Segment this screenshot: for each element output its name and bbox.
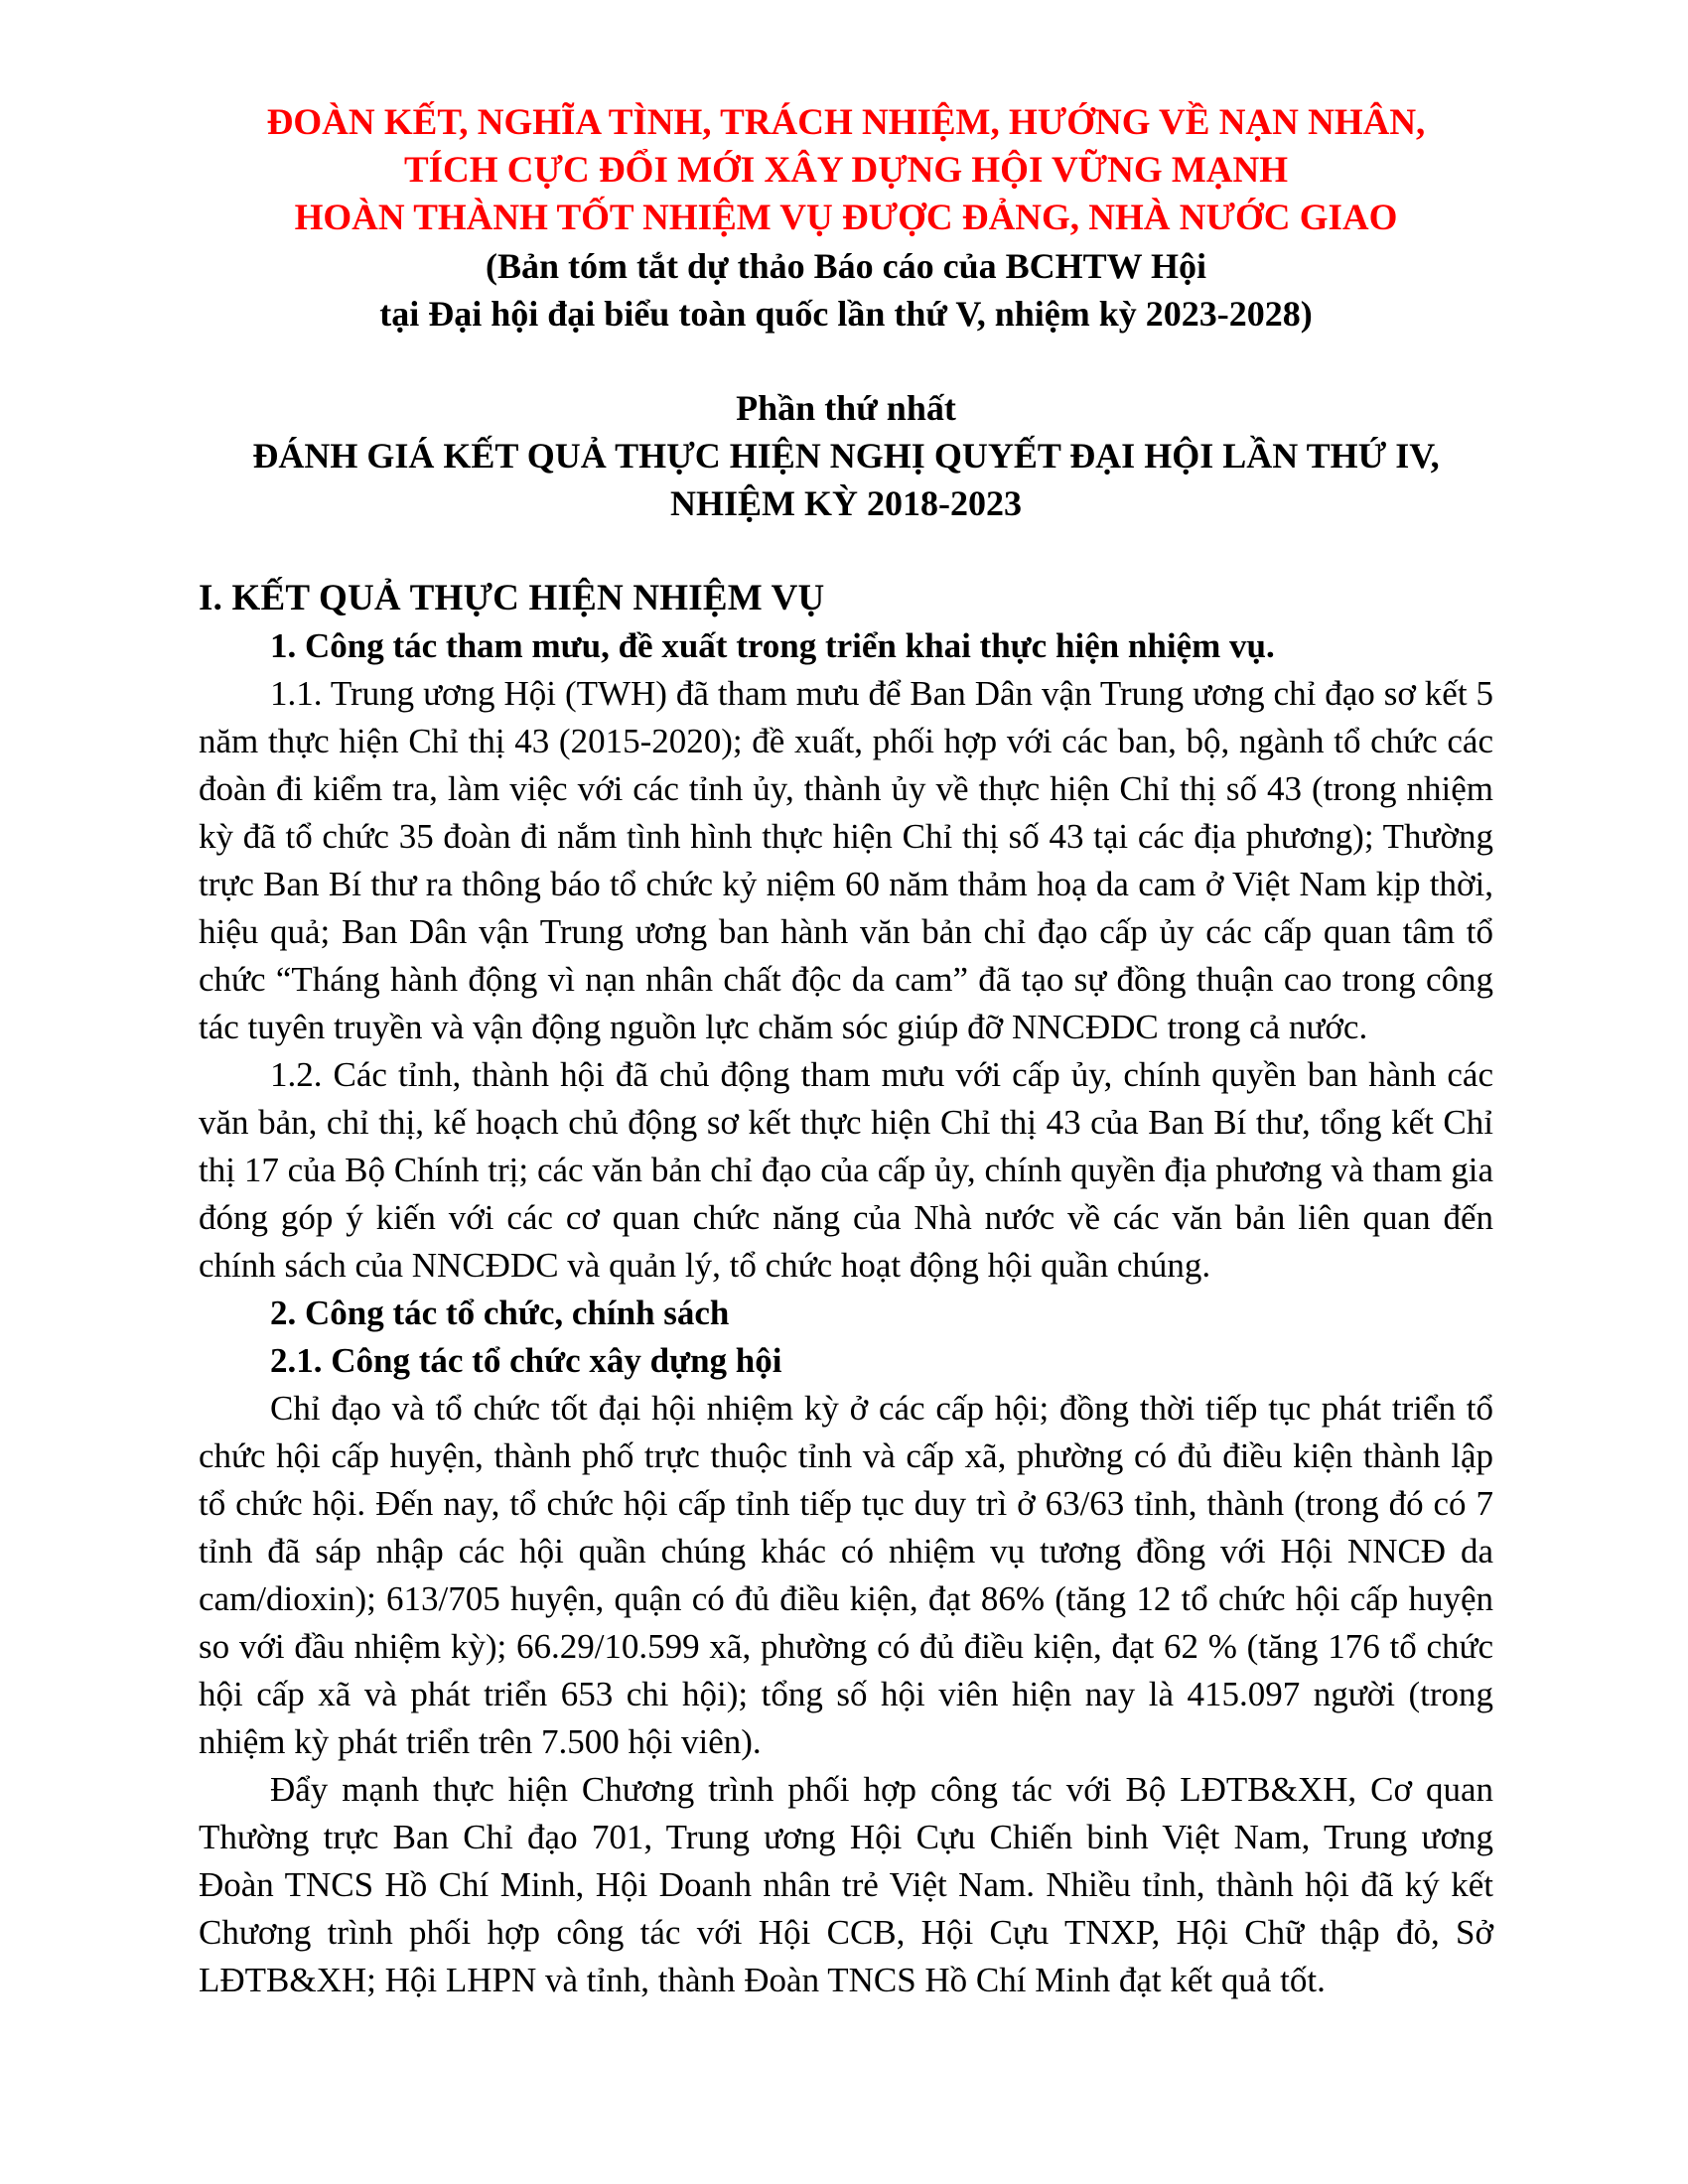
section-heading: I. KẾT QUẢ THỰC HIỆN NHIỆM VỤ: [199, 578, 825, 618]
subtitle-line-2: tại Đại hội đại biểu toàn quốc lần thứ V, nhiệm kỳ 2023-2028): [379, 294, 1313, 334]
title-line-1: ĐOÀN KẾT, NGHĨA TÌNH, TRÁCH NHIỆM, HƯỚNG VỀ NẠN NHÂN,: [266, 102, 1426, 143]
paragraph-1-1: 1.1. Trung ương Hội (TWH) đã tham mưu để Ban Dân vận Trung ương chỉ đạo sơ kết 5 năm thực hiện Chỉ thị 43 (2015-2020); đề xuất, phối hợp với các ban, bộ, ngành tổ chức các đoàn đi kiểm tra, làm việc với các tỉnh ủy, thành ủy về thực hiện Chỉ thị số 43 (trong nhiệm kỳ đã tổ chức 35 đoàn đi nắm tình hình thực hiện Chỉ thị số 43 tại các địa phương); Thường trực Ban Bí thư ra thông báo tổ chức kỷ niệm 60 năm thảm hoạ da cam ở Việt Nam kịp thời, hiệu quả; Ban Dân vận Trung ương ban hành văn bản chỉ đạo cấp ủy các cấp quan tâm tổ chức “Tháng hành động vì nạn nhân chất độc da cam” đã tạo sự đồng thuận cao trong công tác tuyên truyền và vận động nguồn lực chăm sóc giúp đỡ NNCĐDC trong cả nước.: [199, 674, 1493, 1046]
part-heading-line-2: NHIỆM KỲ 2018-2023: [670, 483, 1022, 523]
title-line-3: HOÀN THÀNH TỐT NHIỆM VỤ ĐƯỢC ĐẢNG, NHÀ NƯỚC GIAO: [294, 198, 1398, 238]
paragraph-2-1-b: Đẩy mạnh thực hiện Chương trình phối hợp công tác với Bộ LĐTB&XH, Cơ quan Thường trực Ban Chỉ đạo 701, Trung ương Hội Cựu Chiến binh Việt Nam, Trung ương Đoàn TNCS Hồ Chí Minh, Hội Doanh nhân trẻ Việt Nam. Nhiều tỉnh, thành hội đã ký kết Chương trình phối hợp công tác với Hội CCB, Hội Cựu TNXP, Hội Chữ thập đỏ, Sở LĐTB&XH; Hội LHPN và tỉnh, thành Đoàn TNCS Hồ Chí Minh đạt kết quả tốt.: [199, 1770, 1493, 1999]
part-label: Phần thứ nhất: [736, 388, 956, 428]
subsection-2-1-heading: 2.1. Công tác tổ chức xây dựng hội: [270, 1341, 782, 1380]
document-title-block: [199, 99, 1493, 338]
part-heading-line-1: ĐÁNH GIÁ KẾT QUẢ THỰC HIỆN NGHỊ QUYẾT ĐẠI HỘI LẦN THỨ IV,: [252, 436, 1440, 476]
document-page: [199, 99, 1493, 2004]
part-heading-block: [199, 384, 1493, 527]
title-line-2: TÍCH CỰC ĐỔI MỚI XÂY DỰNG HỘI VỮNG MẠNH: [403, 150, 1289, 191]
paragraph-2-1-a: Chỉ đạo và tổ chức tốt đại hội nhiệm kỳ ở các cấp hội; đồng thời tiếp tục phát triển tổ chức hội cấp huyện, thành phố trực thuộc tỉnh và cấp xã, phường có đủ điều kiện thành lập tổ chức hội. Đến nay, tổ chức hội cấp tỉnh tiếp tục duy trì ở 63/63 tỉnh, thành (trong đó có 7 tỉnh đã sáp nhập các hội quần chúng khác có nhiệm vụ tương đồng với Hội NNCĐ da cam/dioxin); 613/705 huyện, quận có đủ điều kiện, đạt 86% (tăng 12 tổ chức hội cấp huyện so với đầu nhiệm kỳ); 66.29/10.599 xã, phường có đủ điều kiện, đạt 62 % (tăng 176 tổ chức hội cấp xã và phát triển 653 chi hội); tổng số hội viên hiện nay là 415.097 người (trong nhiệm kỳ phát triển trên 7.500 hội viên).: [199, 1389, 1493, 1761]
subtitle-line-1: (Bản tóm tắt dự thảo Báo cáo của BCHTW Hội: [486, 246, 1206, 286]
subsection-1-heading: 1. Công tác tham mưu, đề xuất trong triển khai thực hiện nhiệm vụ.: [270, 626, 1275, 665]
paragraph-1-2: 1.2. Các tỉnh, thành hội đã chủ động tham mưu với cấp ủy, chính quyền ban hành các văn bản, chỉ thị, kế hoạch chủ động sơ kết thực hiện Chỉ thị 43 của Ban Bí thư, tổng kết Chỉ thị 17 của Bộ Chính trị; các văn bản chỉ đạo của cấp ủy, chính quyền địa phương và tham gia đóng góp ý kiến với các cơ quan chức năng của Nhà nước về các văn bản liên quan đến chính sách của NNCĐDC và quản lý, tổ chức hoạt động hội quần chúng.: [199, 1055, 1493, 1285]
subsection-2-heading: 2. Công tác tổ chức, chính sách: [270, 1294, 730, 1332]
